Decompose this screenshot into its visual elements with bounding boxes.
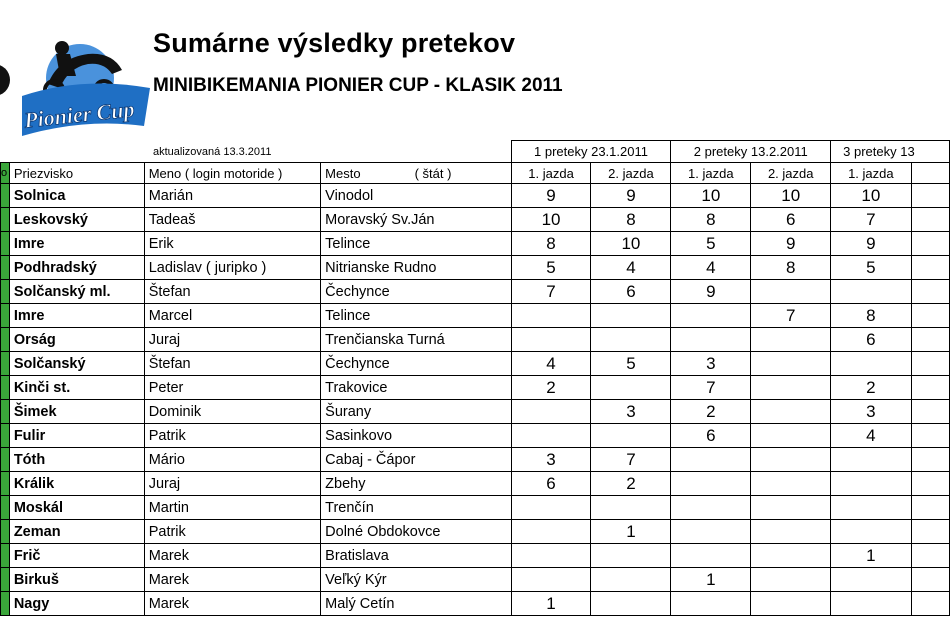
score-cell	[591, 568, 671, 592]
score-cell: 3	[591, 400, 671, 424]
score-cell	[511, 496, 591, 520]
surname-cell: Zeman	[9, 520, 144, 544]
score-cell: 8	[511, 232, 591, 256]
score-cell: 6	[511, 472, 591, 496]
score-cell: 1	[671, 568, 751, 592]
score-cell: 9	[831, 232, 911, 256]
name-cell: Patrik	[144, 424, 320, 448]
score-cell	[751, 448, 831, 472]
score-cell	[751, 520, 831, 544]
row-side-marker	[1, 592, 10, 616]
surname-cell: Moskál	[9, 496, 144, 520]
city-header-label: Mesto	[325, 165, 361, 181]
table-row	[1, 424, 950, 448]
score-cell	[831, 448, 911, 472]
score-cell	[671, 328, 751, 352]
score-cell	[591, 328, 671, 352]
score-cell	[591, 376, 671, 400]
surname-cell: Tóth	[9, 448, 144, 472]
score-cell	[511, 424, 591, 448]
row-side-marker	[1, 232, 10, 256]
score-cell: 9	[751, 232, 831, 256]
score-cell	[671, 520, 751, 544]
city-cell: Šurany	[321, 400, 511, 424]
score-cell: 5	[511, 256, 591, 280]
table-row	[1, 328, 950, 352]
score-cell	[751, 544, 831, 568]
city-cell: Dolné Obdokovce	[321, 520, 511, 544]
name-cell: Ladislav ( juripko )	[144, 256, 320, 280]
surname-cell: Fulir	[9, 424, 144, 448]
run-header: 1. jazda	[831, 163, 911, 184]
surname-cell: Solčanský	[9, 352, 144, 376]
row-side-marker	[1, 328, 10, 352]
score-cell-extra	[911, 376, 949, 400]
score-cell: 6	[751, 208, 831, 232]
black-circle-icon	[0, 64, 10, 96]
surname-cell: Orság	[9, 328, 144, 352]
score-cell	[831, 280, 911, 304]
name-cell: Juraj	[144, 328, 320, 352]
surname-cell: Kinči st.	[9, 376, 144, 400]
results-table	[0, 140, 950, 616]
row-side-marker	[1, 184, 10, 208]
name-cell: Marek	[144, 544, 320, 568]
table-row	[1, 520, 950, 544]
updated-date: aktualizovaná 13.3.2011	[153, 146, 272, 158]
score-cell: 8	[671, 208, 751, 232]
city-cell: Malý Cetín	[321, 592, 511, 616]
logo-text: Pionier Cup	[22, 96, 136, 133]
score-cell-extra	[911, 184, 949, 208]
city-cell: Trenčín	[321, 496, 511, 520]
score-cell	[511, 568, 591, 592]
score-cell	[511, 520, 591, 544]
score-cell: 6	[671, 424, 751, 448]
score-cell	[591, 424, 671, 448]
score-cell: 2	[831, 376, 911, 400]
score-cell: 8	[831, 304, 911, 328]
score-cell	[831, 352, 911, 376]
score-cell: 7	[751, 304, 831, 328]
score-cell: 5	[671, 232, 751, 256]
city-cell: Nitrianske Rudno	[321, 256, 511, 280]
score-cell: 5	[591, 352, 671, 376]
row-side-marker	[1, 424, 10, 448]
table-row	[1, 352, 950, 376]
score-cell: 7	[511, 280, 591, 304]
run-header-extra	[911, 163, 949, 184]
score-cell	[751, 328, 831, 352]
name-cell: Patrik	[144, 520, 320, 544]
score-cell	[671, 496, 751, 520]
score-cell	[671, 592, 751, 616]
table-row	[1, 592, 950, 616]
surname-cell: Králik	[9, 472, 144, 496]
score-cell: 4	[591, 256, 671, 280]
score-cell	[511, 400, 591, 424]
pionier-cup-logo	[0, 18, 150, 148]
score-cell	[751, 280, 831, 304]
surname-cell: Solčanský ml.	[9, 280, 144, 304]
score-cell: 3	[671, 352, 751, 376]
score-cell	[751, 568, 831, 592]
score-cell-extra	[911, 424, 949, 448]
name-cell: Marek	[144, 568, 320, 592]
city-cell: Moravský Sv.Ján	[321, 208, 511, 232]
city-cell: Sasinkovo	[321, 424, 511, 448]
name-cell: Štefan	[144, 352, 320, 376]
score-cell-extra	[911, 256, 949, 280]
score-cell	[591, 592, 671, 616]
score-cell	[831, 568, 911, 592]
score-cell: 1	[591, 520, 671, 544]
run-header: 2. jazda	[591, 163, 671, 184]
column-header-row	[1, 163, 950, 184]
score-cell: 3	[511, 448, 591, 472]
score-cell: 6	[591, 280, 671, 304]
row-side-marker	[1, 376, 10, 400]
name-cell: Erik	[144, 232, 320, 256]
row-side-marker	[1, 304, 10, 328]
city-header	[321, 163, 511, 184]
score-cell	[591, 304, 671, 328]
city-cell: Telince	[321, 232, 511, 256]
surname-header: Priezvisko	[9, 163, 144, 184]
surname-cell: Birkuš	[9, 568, 144, 592]
row-side-marker	[1, 472, 10, 496]
score-cell: 7	[831, 208, 911, 232]
race-header-row	[1, 141, 950, 163]
score-cell: 10	[591, 232, 671, 256]
city-cell: Čechynce	[321, 352, 511, 376]
city-cell: Trakovice	[321, 376, 511, 400]
name-cell: Mário	[144, 448, 320, 472]
score-cell	[591, 496, 671, 520]
row-side-marker	[1, 568, 10, 592]
name-cell: Dominik	[144, 400, 320, 424]
city-cell: Vinodol	[321, 184, 511, 208]
score-cell-extra	[911, 232, 949, 256]
score-cell-extra	[911, 400, 949, 424]
score-cell	[671, 448, 751, 472]
score-cell-extra	[911, 352, 949, 376]
score-cell	[671, 304, 751, 328]
surname-cell: Frič	[9, 544, 144, 568]
name-cell: Juraj	[144, 472, 320, 496]
score-cell-extra	[911, 520, 949, 544]
table-row	[1, 184, 950, 208]
city-cell: Čechynce	[321, 280, 511, 304]
table-row	[1, 472, 950, 496]
score-cell: 5	[831, 256, 911, 280]
table-row	[1, 304, 950, 328]
score-cell-extra	[911, 208, 949, 232]
name-cell: Martin	[144, 496, 320, 520]
score-cell: 2	[591, 472, 671, 496]
row-side-marker	[1, 280, 10, 304]
surname-cell: Šimek	[9, 400, 144, 424]
row-side-marker	[1, 544, 10, 568]
run-header: 1. jazda	[671, 163, 751, 184]
table-row	[1, 448, 950, 472]
state-header-label: ( štát )	[414, 165, 452, 181]
score-cell: 10	[751, 184, 831, 208]
score-cell: 7	[671, 376, 751, 400]
score-cell: 2	[671, 400, 751, 424]
score-cell: 4	[831, 424, 911, 448]
row-side-marker	[1, 352, 10, 376]
score-cell	[831, 496, 911, 520]
row-side-marker	[1, 496, 10, 520]
table-row	[1, 376, 950, 400]
score-cell	[511, 304, 591, 328]
row-side-marker	[1, 448, 10, 472]
table-row	[1, 208, 950, 232]
surname-cell: Solnica	[9, 184, 144, 208]
row-side-marker	[1, 400, 10, 424]
score-cell-extra	[911, 448, 949, 472]
score-cell	[511, 544, 591, 568]
score-cell: 10	[671, 184, 751, 208]
city-cell: Cabaj - Čápor	[321, 448, 511, 472]
score-cell	[751, 592, 831, 616]
name-cell: Štefan	[144, 280, 320, 304]
name-header: Meno ( login motoride )	[144, 163, 320, 184]
table-row	[1, 400, 950, 424]
run-header: 2. jazda	[751, 163, 831, 184]
name-cell: Marek	[144, 592, 320, 616]
city-cell: Zbehy	[321, 472, 511, 496]
score-cell	[751, 496, 831, 520]
table-row	[1, 256, 950, 280]
score-cell	[831, 592, 911, 616]
surname-cell: Imre	[9, 304, 144, 328]
score-cell-extra	[911, 328, 949, 352]
score-cell: 3	[831, 400, 911, 424]
score-cell-extra	[911, 496, 949, 520]
table-row	[1, 496, 950, 520]
table-row	[1, 232, 950, 256]
score-cell: 6	[831, 328, 911, 352]
surname-cell: Imre	[9, 232, 144, 256]
score-cell-extra	[911, 592, 949, 616]
score-cell: 9	[591, 184, 671, 208]
page-subtitle: MINIBIKEMANIA PIONIER CUP - KLASIK 2011	[153, 75, 563, 96]
score-cell	[751, 400, 831, 424]
table-row	[1, 280, 950, 304]
race-header-3: 3 preteky 13	[831, 141, 950, 163]
score-cell-extra	[911, 472, 949, 496]
surname-cell: Nagy	[9, 592, 144, 616]
score-cell: 1	[511, 592, 591, 616]
page-title: Sumárne výsledky pretekov	[153, 28, 516, 58]
row-side-marker	[1, 256, 10, 280]
race-header-1: 1 preteky 23.1.2011	[511, 141, 671, 163]
score-cell	[751, 352, 831, 376]
surname-cell: Podhradský	[9, 256, 144, 280]
score-cell-extra	[911, 304, 949, 328]
score-cell	[511, 328, 591, 352]
row-side-marker	[1, 520, 10, 544]
name-cell: Peter	[144, 376, 320, 400]
score-cell	[591, 544, 671, 568]
score-cell	[671, 544, 751, 568]
city-cell: Trenčianska Turná	[321, 328, 511, 352]
score-cell: 7	[591, 448, 671, 472]
score-cell: 4	[511, 352, 591, 376]
surname-cell: Leskovský	[9, 208, 144, 232]
score-cell	[751, 472, 831, 496]
score-cell-extra	[911, 568, 949, 592]
score-cell	[751, 376, 831, 400]
score-cell: 9	[671, 280, 751, 304]
score-cell: 2	[511, 376, 591, 400]
run-header: 1. jazda	[511, 163, 591, 184]
race-header-2: 2 preteky 13.2.2011	[671, 141, 831, 163]
score-cell	[671, 472, 751, 496]
score-cell	[831, 472, 911, 496]
score-cell: 1	[831, 544, 911, 568]
score-cell: 10	[511, 208, 591, 232]
table-row	[1, 568, 950, 592]
score-cell: 10	[831, 184, 911, 208]
side-header: o	[1, 163, 10, 184]
name-cell: Marián	[144, 184, 320, 208]
city-cell: Bratislava	[321, 544, 511, 568]
score-cell: 4	[671, 256, 751, 280]
score-cell-extra	[911, 280, 949, 304]
score-cell-extra	[911, 544, 949, 568]
name-cell: Marcel	[144, 304, 320, 328]
score-cell: 8	[751, 256, 831, 280]
name-cell: Tadeaš	[144, 208, 320, 232]
row-side-marker	[1, 208, 10, 232]
city-cell: Telince	[321, 304, 511, 328]
score-cell: 8	[591, 208, 671, 232]
score-cell: 9	[511, 184, 591, 208]
table-row	[1, 544, 950, 568]
city-cell: Veľký Kýr	[321, 568, 511, 592]
score-cell	[751, 424, 831, 448]
score-cell	[831, 520, 911, 544]
